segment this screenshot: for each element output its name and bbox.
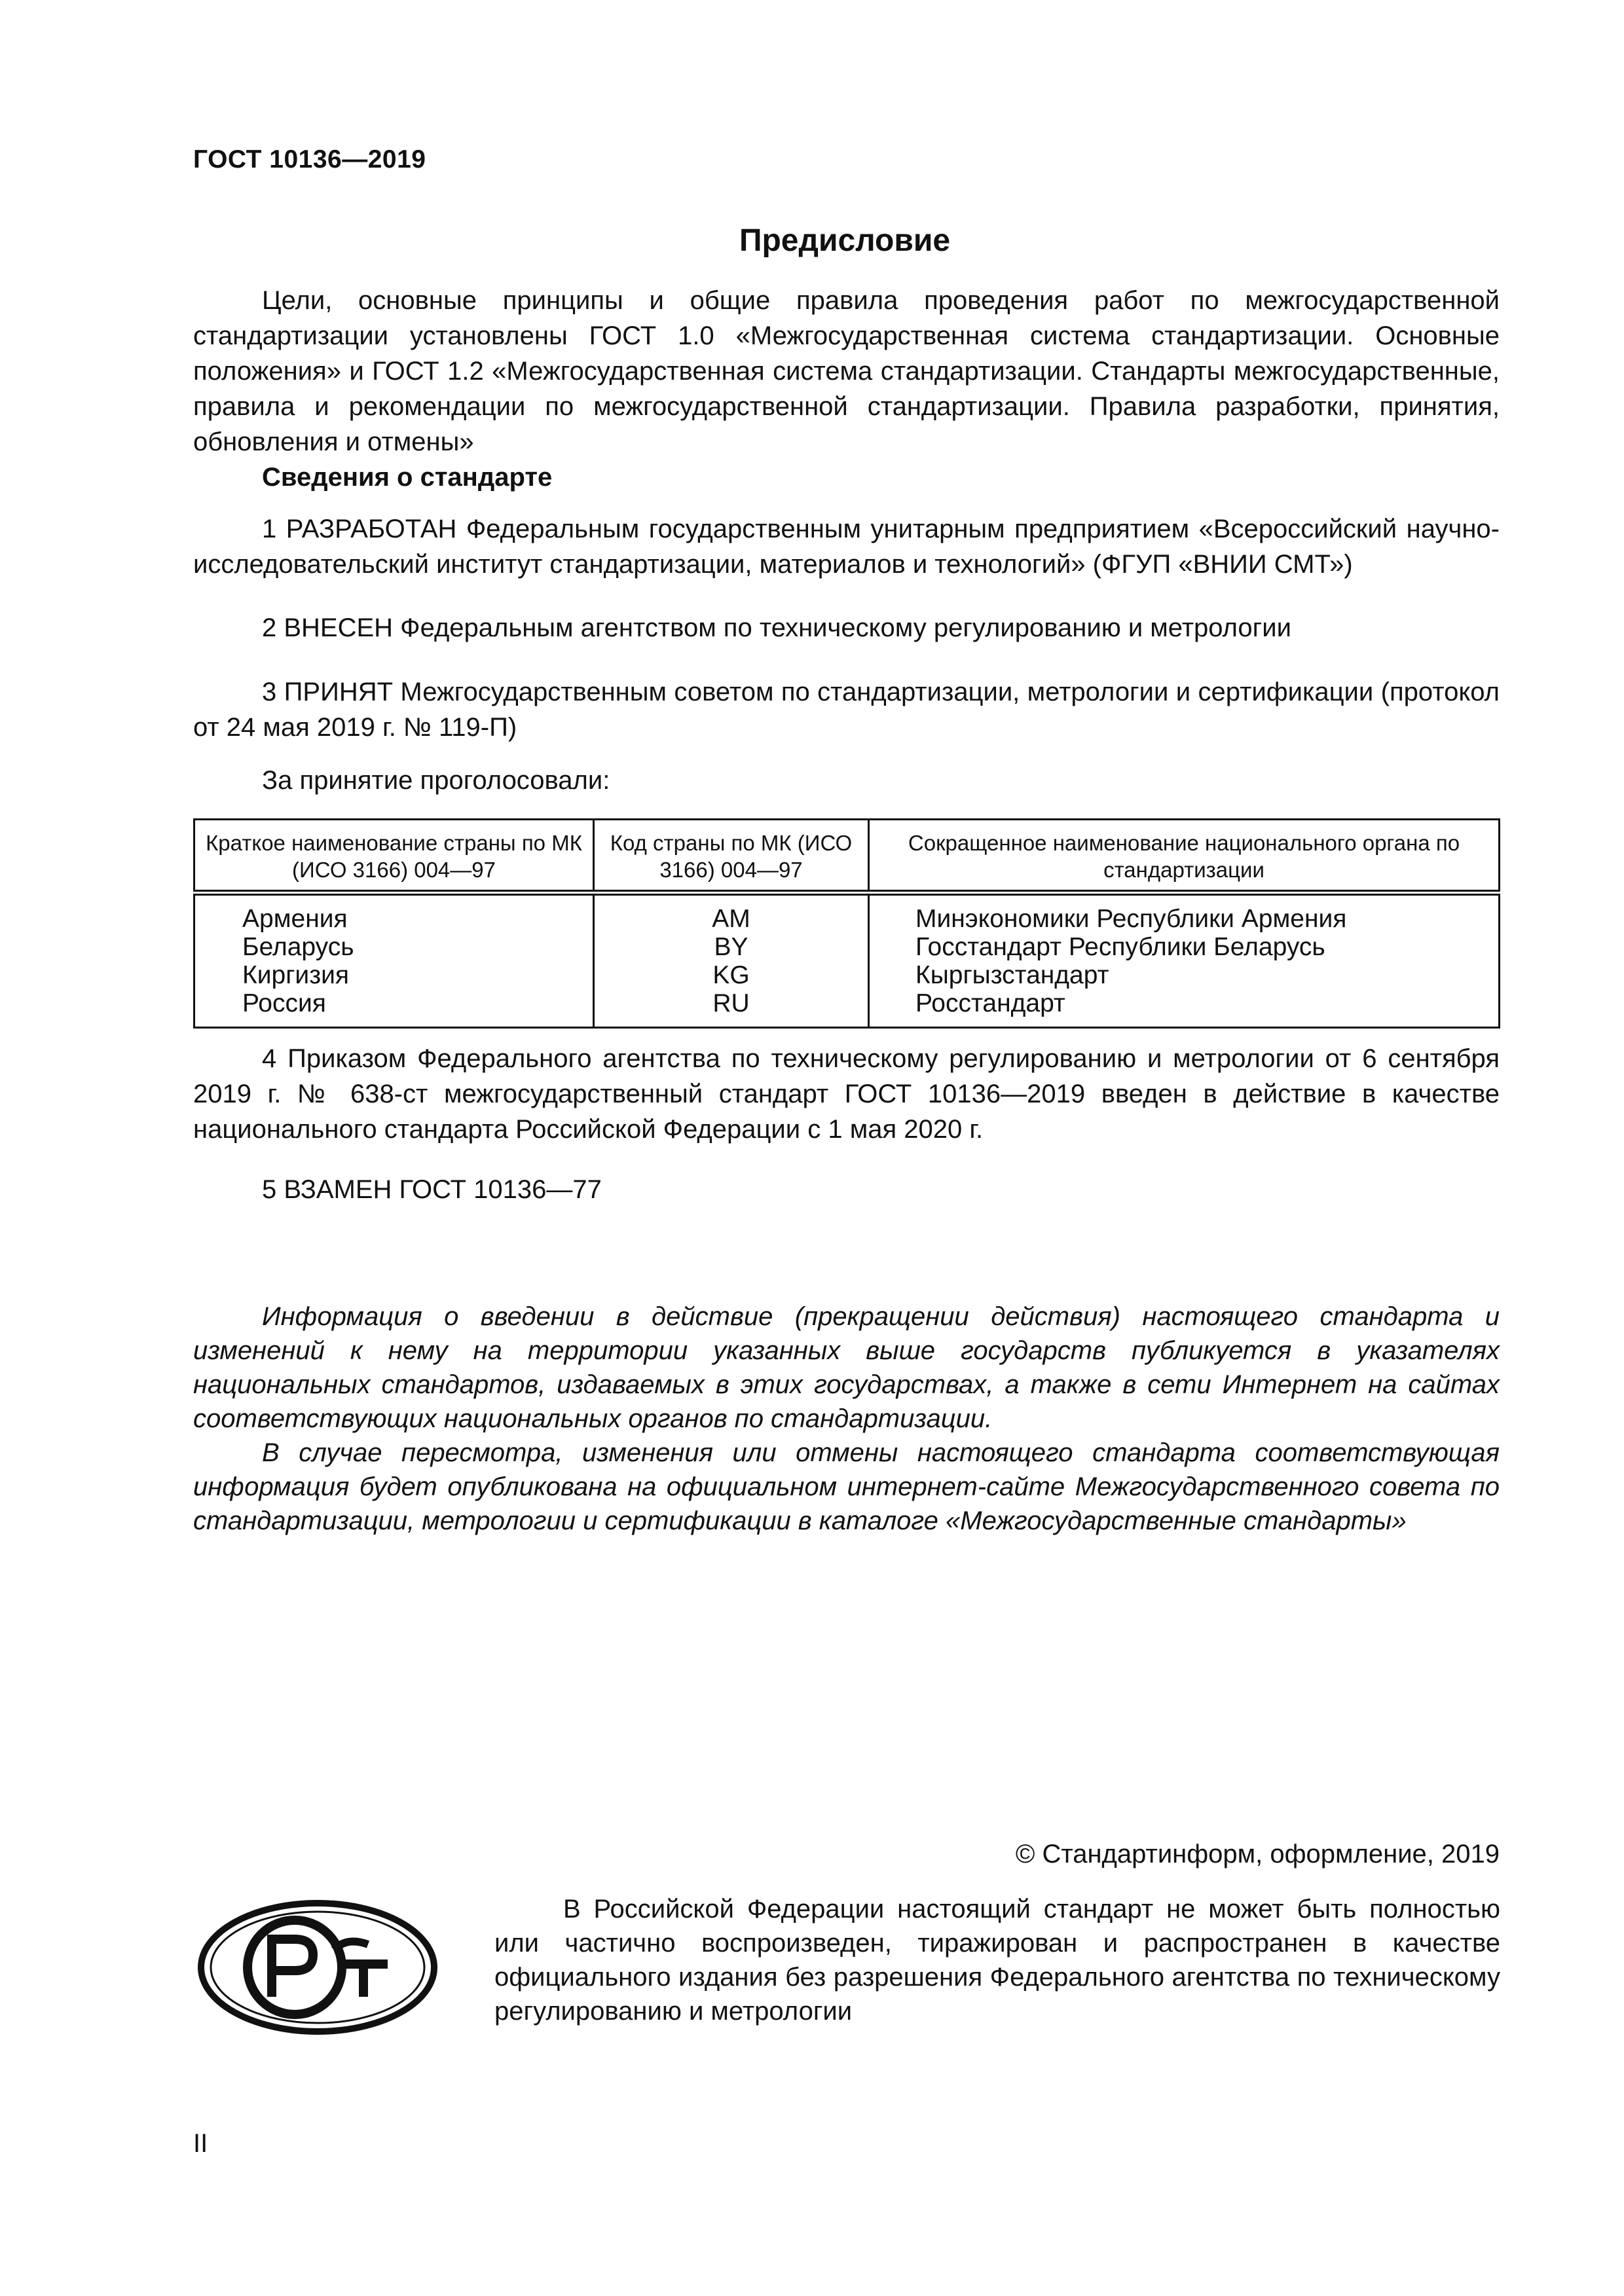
table-header-body: Сокращенное наименование национального органа по стандартизации [869, 820, 1500, 893]
table-row [194, 989, 1500, 1028]
item-5 [193, 1172, 1500, 1207]
item-3-text: 3 ПРИНЯТ Межгосударственным советом по стандартизации, метрологии и сертификации (протокол от 24 мая 2019 г. № 119-П) [193, 678, 1500, 742]
standards-body: Кыргызстандарт [869, 961, 1500, 989]
intro-text: Цели, основные принципы и общие правила проведения работ по межгосударственной стандартизации установлены ГОСТ 1.0 «Межгосударственная система стандартизации. Основные положения» и ГОСТ 1.2 «Межгосударственная система стандартизации. Стандарты межгосударственные, правила и рекомендации по межгосударственной стандартизации. Правила разработки, принятия, обновления и отмены» [193, 286, 1500, 456]
page-number: II [193, 2129, 208, 2158]
table-row [194, 933, 1500, 961]
copyright-notice: © Стандартинформ, оформление, 2019 [1015, 1840, 1500, 1868]
section-subheading: Сведения о стандарте [262, 463, 553, 492]
rst-logo-icon [196, 1899, 439, 2036]
item-1-text: 1 РАЗРАБОТАН Федеральным государственным унитарным предприятием «Всероссийский научно-исследовательский институт стандартизации, материалов и технологий» (ФГУП «ВНИИ СМТ») [193, 515, 1500, 579]
standards-body: Госстандарт Республики Беларусь [869, 933, 1500, 961]
item-5-text: 5 ВЗАМЕН ГОСТ 10136—77 [262, 1175, 602, 1204]
rights-notice [494, 1892, 1500, 2028]
country-name: Беларусь [194, 933, 594, 961]
page-title: Предисловие [739, 223, 951, 258]
info-paragraph-2: В случае пересмотра, изменения или отмены настоящего стандарта соответствующая информация будет опубликована на официальном интернет-сайте Межгосударственного совета по стандартизации, метрологии и сертификации в каталоге «Межгосударственные стандарты» [193, 1438, 1500, 1535]
table-row [194, 961, 1500, 989]
voting-countries-table [193, 818, 1500, 1029]
country-code: AM [594, 893, 869, 934]
document-id-header: ГОСТ 10136—2019 [193, 145, 426, 173]
table-header-code: Код страны по МК (ИСО 3166) 004—97 [594, 820, 869, 893]
voted-label: За принятие проголосовали: [262, 766, 610, 795]
table-header-row [194, 820, 1500, 893]
country-name: Россия [194, 989, 594, 1028]
item-2 [193, 610, 1500, 646]
country-code: RU [594, 989, 869, 1028]
intro-paragraph [193, 283, 1500, 460]
info-paragraph-1: Информация о введении в действие (прекращении действия) настоящего стандарта и изменений к нему на территории указанных выше государств публикуется в указателях национальных стандартов, издаваемых в этих государствах, а также в сети Интернет на сайтах соответствующих национальных органов по стандартизации. [193, 1302, 1500, 1433]
item-4-text: 4 Приказом Федерального агентства по техническому регулированию и метрологии от 6 сентября 2019 г. № 638-ст межгосударственный стандарт ГОСТ 10136—2019 введен в действие в качестве национального стандарта Российской Федерации с 1 мая 2020 г. [193, 1044, 1500, 1144]
standards-body: Росстандарт [869, 989, 1500, 1028]
country-name: Армения [194, 893, 594, 934]
info-notice [193, 1300, 1500, 1538]
table-row [194, 893, 1500, 934]
table-header-country: Краткое наименование страны по МК (ИСО 3166) 004—97 [194, 820, 594, 893]
item-3 [193, 674, 1500, 745]
item-4 [193, 1041, 1500, 1147]
country-code: KG [594, 961, 869, 989]
country-name: Киргизия [194, 961, 594, 989]
country-code: BY [594, 933, 869, 961]
standards-body: Минэкономики Республики Армения [869, 893, 1500, 934]
item-1 [193, 511, 1500, 582]
item-2-text: 2 ВНЕСЕН Федеральным агентством по техническому регулированию и метрологии [262, 613, 1291, 642]
rights-text: В Российской Федерации настоящий стандарт не может быть полностью или частично воспроизведен, тиражирован и распространен в качестве официального издания без разрешения Федерального агентства по техническому регулированию и метрологии [494, 1895, 1500, 2026]
